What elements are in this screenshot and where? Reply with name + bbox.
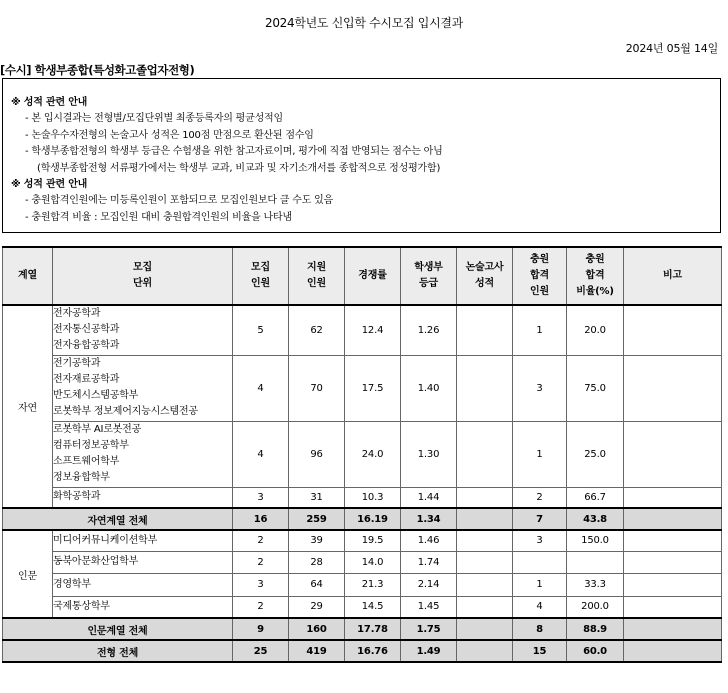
- unit-cell: 미디어커뮤니케이션학부: [53, 530, 233, 551]
- quota-cell: 4: [233, 355, 289, 421]
- header-category: 계열: [3, 247, 53, 305]
- essay-cell: [457, 421, 513, 487]
- category-natural: 자연: [3, 305, 53, 508]
- ratio-cell: 75.0: [567, 355, 624, 421]
- extra-cell: 3: [513, 355, 567, 421]
- note-cell: [624, 596, 722, 618]
- ratio-cell: [567, 551, 624, 573]
- competition-cell: 16.76: [345, 640, 401, 662]
- grade-cell: 1.75: [401, 618, 457, 640]
- document-title: 2024학년도 신입학 수시모집 입시결과: [265, 16, 463, 30]
- extra-cell: 1: [513, 305, 567, 355]
- unit-cell: 국제통상학부: [53, 596, 233, 618]
- header-applicants: 지원 인원: [289, 247, 345, 305]
- category-humanities: 인문: [3, 530, 53, 618]
- note-cell: [624, 530, 722, 551]
- table-row: [3, 551, 722, 573]
- essay-cell: [457, 640, 513, 662]
- quota-cell: 3: [233, 573, 289, 596]
- extra-cell: 1: [513, 573, 567, 596]
- notice-item: - 학생부종합전형의 학생부 등급은 수험생을 위한 참고자료이며, 평가에 직접 반영되는 점수는 아님: [25, 146, 443, 158]
- notice-item: - 충원합격인원에는 미등록인원이 포함되므로 모집인원보다 클 수도 있음: [25, 195, 334, 207]
- extra-cell: 2: [513, 487, 567, 508]
- unit-cell: 전기공학과 전자재료공학과 반도체시스템공학부 로봇학부 정보제어지능시스템전공: [53, 355, 233, 421]
- quota-cell: 2: [233, 551, 289, 573]
- header-ratio: 충원 합격 비율(%): [567, 247, 624, 305]
- ratio-cell: 88.9: [567, 618, 624, 640]
- ratio-cell: 60.0: [567, 640, 624, 662]
- header-note: 비고: [624, 247, 722, 305]
- competition-cell: 24.0: [345, 421, 401, 487]
- applicants-cell: 96: [289, 421, 345, 487]
- quota-cell: 3: [233, 487, 289, 508]
- extra-cell: 7: [513, 508, 567, 530]
- notice-heading-1: ※ 성적 관련 안내: [11, 97, 88, 108]
- document-date: 2024년 05월 14일: [625, 42, 718, 55]
- applicants-cell: 64: [289, 573, 345, 596]
- results-table: [2, 246, 722, 663]
- table-row: [3, 305, 722, 355]
- grade-cell: 2.14: [401, 573, 457, 596]
- notice-item-sub: (학생부종합전형 서류평가에서는 학생부 교과, 비교과 및 자기소개서를 종합적으로 정성평가함): [37, 162, 441, 174]
- applicants-cell: 259: [289, 508, 345, 530]
- unit-cell: 경영학부: [53, 573, 233, 596]
- notice-item: - 본 입시결과는 전형별/모집단위별 최종등록자의 평균성적임: [25, 113, 283, 125]
- competition-cell: 14.5: [345, 596, 401, 618]
- subtotal-label: 자연계열 전체: [3, 508, 233, 530]
- note-cell: [624, 421, 722, 487]
- grade-cell: 1.74: [401, 551, 457, 573]
- extra-cell: 1: [513, 421, 567, 487]
- applicants-cell: 29: [289, 596, 345, 618]
- quota-cell: 16: [233, 508, 289, 530]
- essay-cell: [457, 508, 513, 530]
- table-row: [3, 421, 722, 487]
- note-cell: [624, 487, 722, 508]
- competition-cell: 14.0: [345, 551, 401, 573]
- ratio-cell: 20.0: [567, 305, 624, 355]
- note-cell: [624, 573, 722, 596]
- ratio-cell: 150.0: [567, 530, 624, 551]
- quota-cell: 4: [233, 421, 289, 487]
- competition-cell: 12.4: [345, 305, 401, 355]
- applicants-cell: 31: [289, 487, 345, 508]
- applicants-cell: 62: [289, 305, 345, 355]
- essay-cell: [457, 355, 513, 421]
- essay-cell: [457, 530, 513, 551]
- unit-cell: 동북아문화산업학부: [53, 551, 233, 573]
- ratio-cell: 43.8: [567, 508, 624, 530]
- unit-cell: 로봇학부 AI로봇전공 컴퓨터정보공학부 소프트웨어학부 정보융합학부: [53, 421, 233, 487]
- header-grade: 학생부 등급: [401, 247, 457, 305]
- notice-box: [2, 78, 721, 233]
- section-title: [수시] 학생부종합(특성화고졸업자전형): [0, 63, 195, 77]
- grade-cell: 1.26: [401, 305, 457, 355]
- applicants-cell: 419: [289, 640, 345, 662]
- grade-cell: 1.40: [401, 355, 457, 421]
- competition-cell: 21.3: [345, 573, 401, 596]
- applicants-cell: 70: [289, 355, 345, 421]
- competition-cell: 16.19: [345, 508, 401, 530]
- header-quota: 모집 인원: [233, 247, 289, 305]
- subtotal-row-natural: [3, 508, 722, 530]
- note-cell: [624, 640, 722, 662]
- header-unit: 모집 단위: [53, 247, 233, 305]
- table-row: [3, 530, 722, 551]
- grade-cell: 1.49: [401, 640, 457, 662]
- extra-cell: 3: [513, 530, 567, 551]
- quota-cell: 25: [233, 640, 289, 662]
- notice-item: - 충원합격 비율 : 모집인원 대비 충원합격인원의 비율을 나타냄: [25, 211, 292, 223]
- extra-cell: 4: [513, 596, 567, 618]
- grade-cell: 1.30: [401, 421, 457, 487]
- note-cell: [624, 355, 722, 421]
- header-essay: 논술고사 성적: [457, 247, 513, 305]
- essay-cell: [457, 487, 513, 508]
- competition-cell: 19.5: [345, 530, 401, 551]
- table-row: [3, 487, 722, 508]
- unit-cell: 전자공학과 전자통신공학과 전자융합공학과: [53, 305, 233, 355]
- notice-heading-2: ※ 성적 관련 안내: [11, 179, 88, 191]
- grade-cell: 1.44: [401, 487, 457, 508]
- ratio-cell: 200.0: [567, 596, 624, 618]
- ratio-cell: 66.7: [567, 487, 624, 508]
- ratio-cell: 33.3: [567, 573, 624, 596]
- extra-cell: 15: [513, 640, 567, 662]
- quota-cell: 9: [233, 618, 289, 640]
- table-row: [3, 596, 722, 618]
- table-row: [3, 573, 722, 596]
- applicants-cell: 39: [289, 530, 345, 551]
- notice-item: - 논술우수자전형의 논술고사 성적은 100점 만점으로 환산된 점수임: [25, 129, 314, 141]
- header-extra: 충원 합격 인원: [513, 247, 567, 305]
- essay-cell: [457, 573, 513, 596]
- grade-cell: 1.34: [401, 508, 457, 530]
- essay-cell: [457, 551, 513, 573]
- essay-cell: [457, 305, 513, 355]
- essay-cell: [457, 596, 513, 618]
- quota-cell: 2: [233, 596, 289, 618]
- essay-cell: [457, 618, 513, 640]
- competition-cell: 17.78: [345, 618, 401, 640]
- applicants-cell: 28: [289, 551, 345, 573]
- note-cell: [624, 618, 722, 640]
- grand-total-row: [3, 640, 722, 662]
- applicants-cell: 160: [289, 618, 345, 640]
- grade-cell: 1.46: [401, 530, 457, 551]
- subtotal-label: 인문계열 전체: [3, 618, 233, 640]
- note-cell: [624, 551, 722, 573]
- competition-cell: 10.3: [345, 487, 401, 508]
- note-cell: [624, 305, 722, 355]
- extra-cell: 8: [513, 618, 567, 640]
- competition-cell: 17.5: [345, 355, 401, 421]
- ratio-cell: 25.0: [567, 421, 624, 487]
- table-row: [3, 355, 722, 421]
- quota-cell: 2: [233, 530, 289, 551]
- quota-cell: 5: [233, 305, 289, 355]
- grade-cell: 1.45: [401, 596, 457, 618]
- grand-total-label: 전형 전체: [3, 640, 233, 662]
- note-cell: [624, 508, 722, 530]
- header-competition: 경쟁률: [345, 247, 401, 305]
- subtotal-row-humanities: [3, 618, 722, 640]
- extra-cell: [513, 551, 567, 573]
- table-header-row: [3, 247, 722, 305]
- unit-cell: 화학공학과: [53, 487, 233, 508]
